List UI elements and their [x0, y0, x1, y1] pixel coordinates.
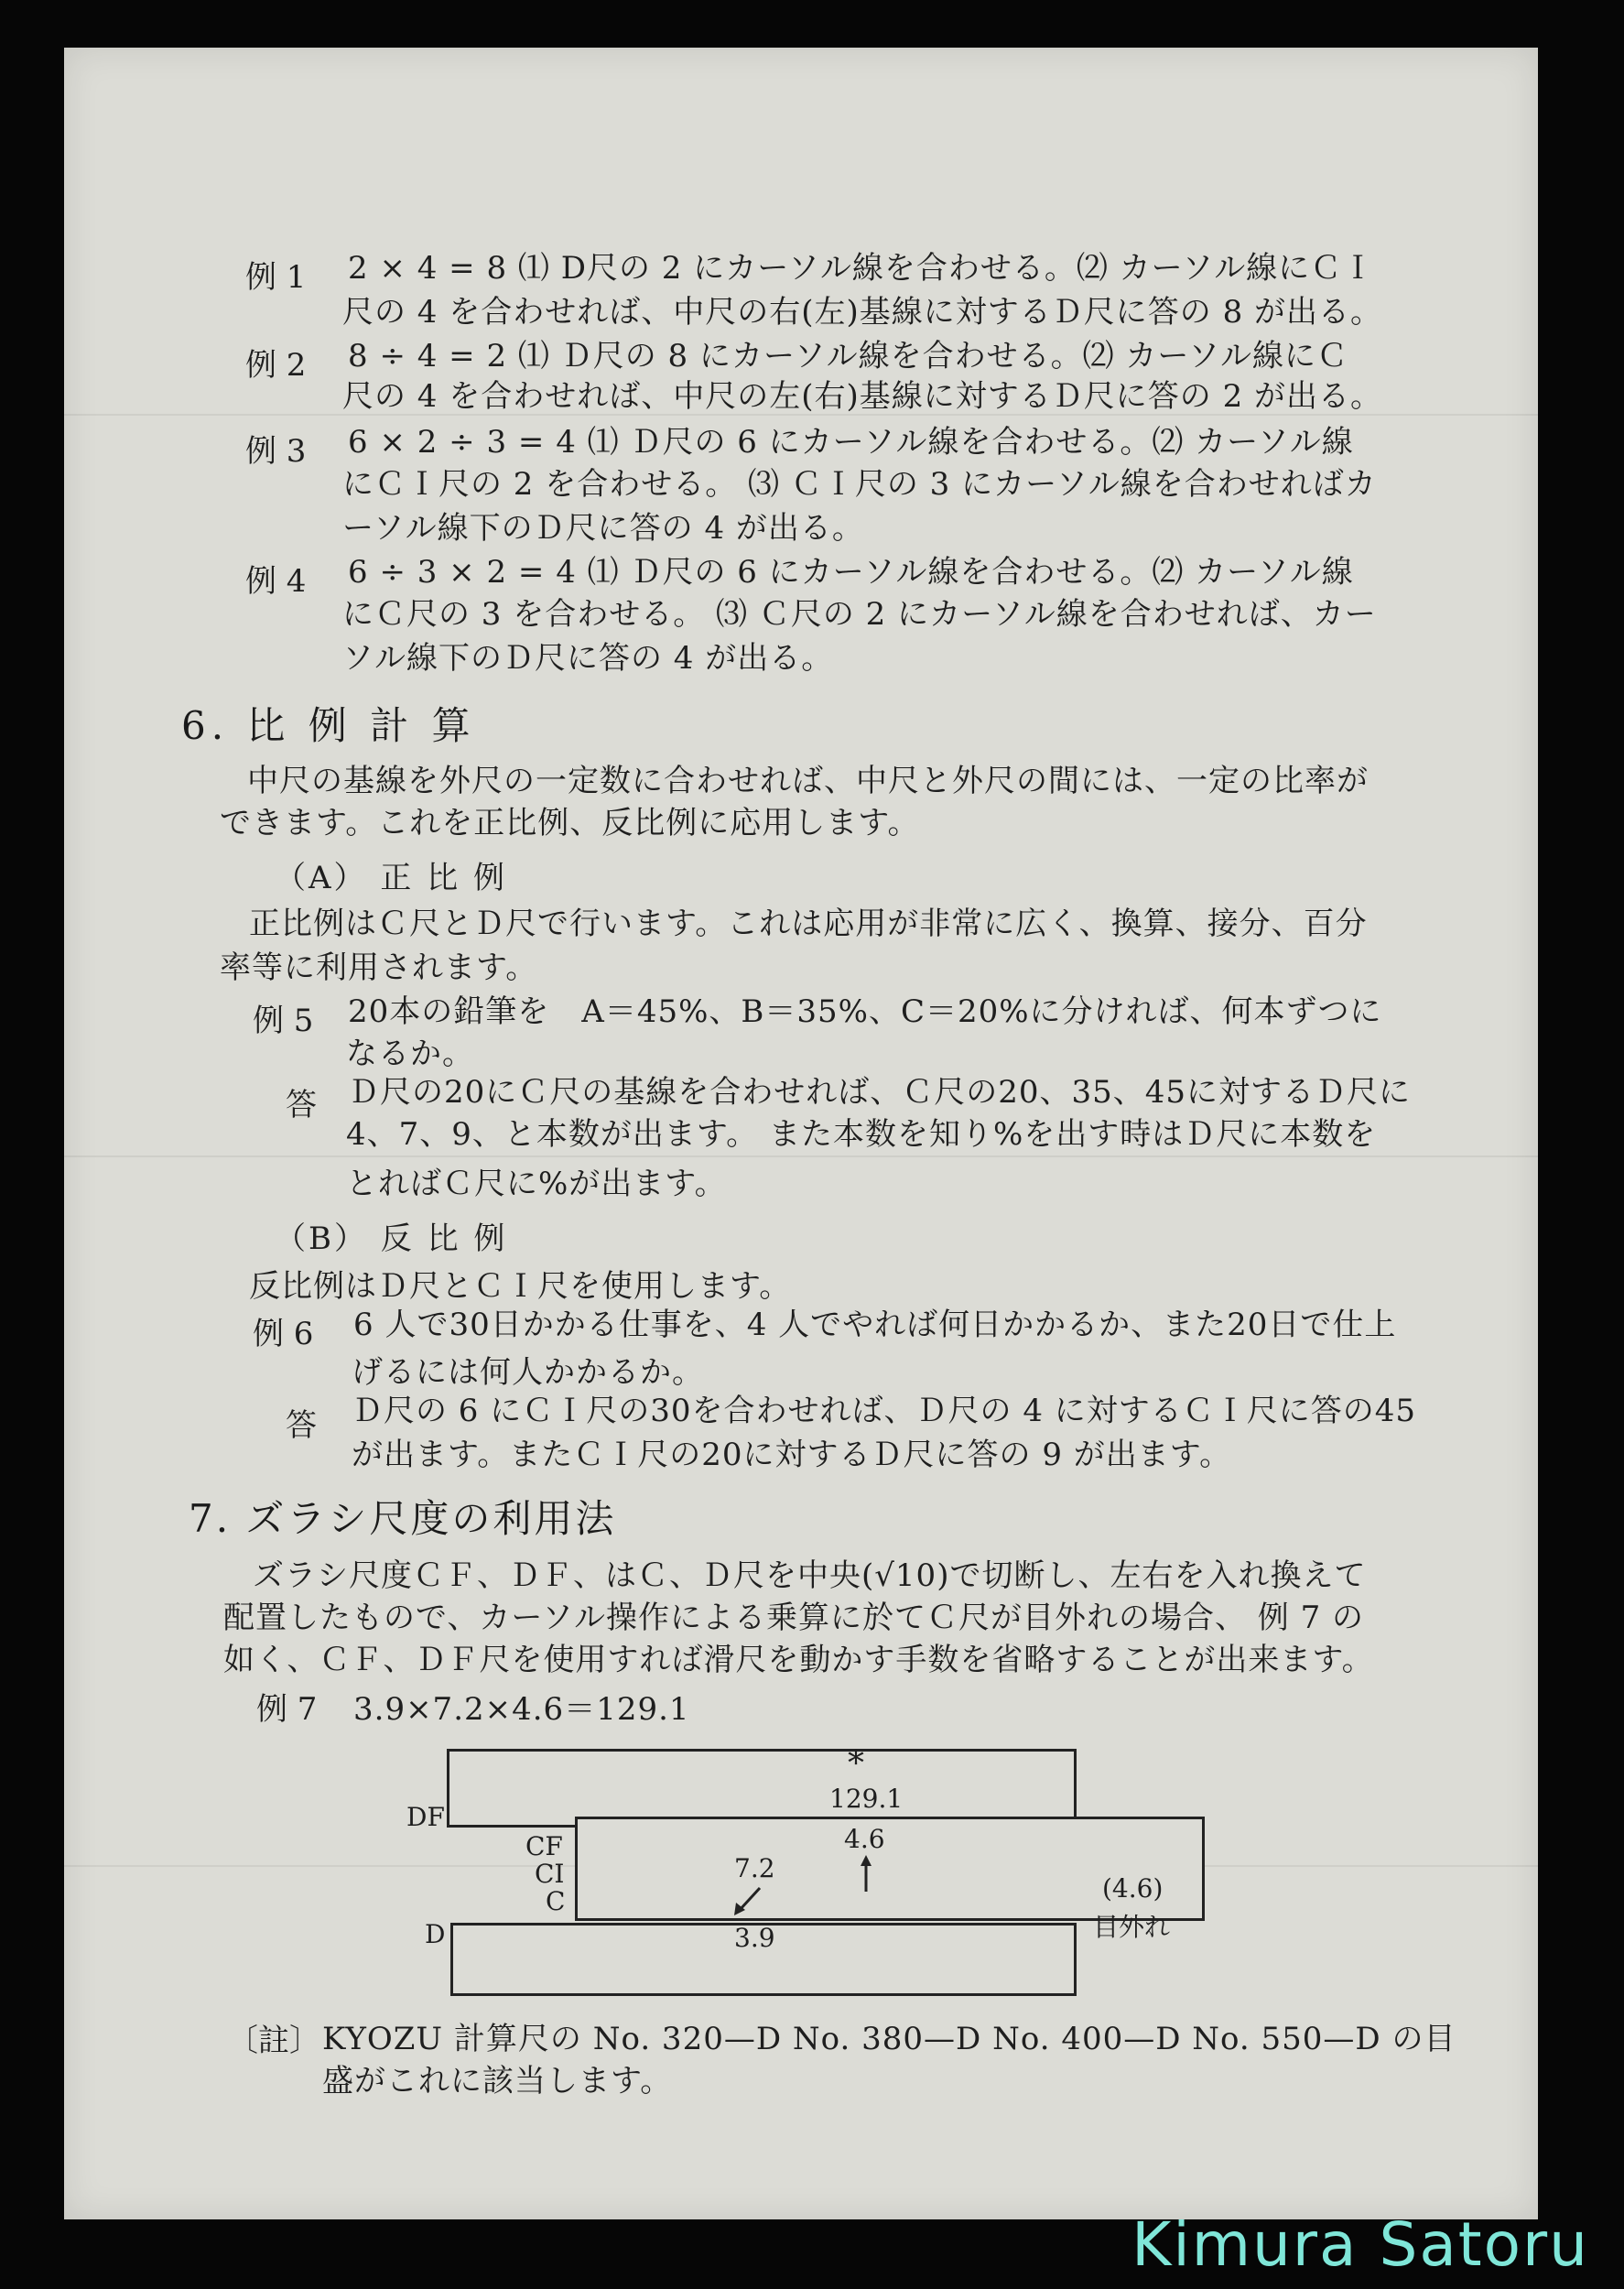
label-ci: CI [535, 1859, 565, 1889]
label-cf: CF [525, 1831, 563, 1861]
example-5-line-2: なるか。 [346, 1036, 474, 1072]
label-df: DF [406, 1802, 445, 1832]
arrow-up-head [861, 1855, 872, 1866]
example-7-label: 例 7 [256, 1691, 318, 1728]
watermark-text: Kimura Satoru [1131, 2209, 1589, 2280]
slide-bar-cf-ci-c [575, 1817, 1205, 1921]
example-5-line-1: 20本の鉛筆を A＝45%、B＝35%、C＝20%に分ければ、何本ずつに [348, 993, 1382, 1030]
answer-6-line-1: Ｄ尺の 6 にＣＩ尺の30を合わせれば、Ｄ尺の 4 に対するＣＩ尺に答の45 [352, 1393, 1417, 1429]
example-1-line-1: 2 × 4 = 8 ⑴ D尺の 2 にカーソル線を合わせる。⑵ カーソル線にＣＩ [348, 250, 1375, 287]
value-129-1: 129.1 [829, 1784, 904, 1814]
answer-6-label: 答 [286, 1407, 317, 1444]
out-of-range-label: 目外れ [1093, 1912, 1171, 1942]
diagram-arrows [723, 1851, 888, 1925]
note-line-1: KYOZU 計算尺の No. 320—D No. 380—D No. 400—D No. 550—D の目 [322, 2021, 1456, 2057]
example-3-line-2: にＣＩ尺の 2 を合わせる。 ⑶ ＣＩ尺の 3 にカーソル線を合わせればカ [342, 466, 1377, 503]
section-7-text-3: 如く、ＣＦ、ＤＦ尺を使用すれば滑尺を動かす手数を省略することが出来ます。 [223, 1642, 1374, 1678]
answer-5-line-2: 4、7、9、と本数が出ます。 また本数を知り%を出す時はＤ尺に本数を [346, 1116, 1377, 1153]
label-c: C [546, 1886, 566, 1916]
section-7-text-1: ズラシ尺度ＣＦ、ＤＦ、はＣ、Ｄ尺を中央(√10)で切断し、左右を入れ換えて [253, 1557, 1367, 1594]
label-d: D [425, 1919, 446, 1949]
note-line-2: 盛がこれに該当します。 [322, 2063, 673, 2099]
fold-line [64, 1155, 1538, 1157]
answer-5-line-3: とればＣ尺に%が出ます。 [346, 1166, 727, 1202]
answer-6-line-2: が出ます。またＣＩ尺の20に対するＤ尺に答の 9 が出ます。 [352, 1437, 1232, 1473]
arrow-down-7-2 [740, 1888, 760, 1910]
example-2-line-2: 尺の 4 を合わせれば、中尺の左(右)基線に対するＤ尺に答の 2 が出る。 [342, 378, 1383, 415]
example-4-line-1: 6 ÷ 3 × 2 = 4 ⑴ Ｄ尺の 6 にカーソル線を合わせる。⑵ カーソル線 [348, 554, 1354, 591]
example-4-line-3: ソル線下のＤ尺に答の 4 が出る。 [342, 640, 834, 677]
example-3-label: 例 3 [245, 433, 307, 470]
subsection-a-heading: （A） 正 比 例 [275, 860, 507, 896]
answer-5-line-1: Ｄ尺の20にＣ尺の基線を合わせれば、Ｃ尺の20、35、45に対するＤ尺に [348, 1074, 1412, 1111]
example-6-line-1: 6 人で30日かかる仕事を、4 人でやれば何日かかるか、また20日で仕上 [353, 1307, 1397, 1343]
example-1-line-2: 尺の 4 を合わせれば、中尺の右(左)基線に対するＤ尺に答の 8 が出る。 [342, 294, 1383, 331]
example-7-expression: 3.9×7.2×4.6＝129.1 [353, 1691, 690, 1728]
value-7-2: 7.2 [734, 1853, 775, 1883]
example-6-label: 例 6 [253, 1316, 314, 1352]
subsection-a-text-2: 率等に利用されます。 [220, 949, 538, 986]
subsection-b-text: 反比例はＤ尺とＣＩ尺を使用します。 [249, 1268, 792, 1305]
section-6-heading: 6. 比 例 計 算 [181, 703, 476, 748]
example-1-label: 例 1 [245, 259, 307, 296]
example-3-line-3: ーソル線下のＤ尺に答の 4 が出る。 [342, 510, 864, 547]
example-5-label: 例 5 [253, 1003, 314, 1039]
example-4-label: 例 4 [245, 563, 307, 600]
example-2-label: 例 2 [245, 347, 307, 384]
subsection-a-text-1: 正比例はＣ尺とＤ尺で行います。これは応用が非常に広く、換算、接分、百分 [249, 906, 1368, 942]
subsection-b-heading: （B） 反 比 例 [275, 1220, 508, 1257]
value-4-6: 4.6 [844, 1824, 885, 1854]
example-3-line-1: 6 × 2 ÷ 3 = 4 ⑴ Ｄ尺の 6 にカーソル線を合わせる。⑵ カーソル線 [348, 424, 1354, 461]
section-6-intro-2: できます。これを正比例、反比例に応用します。 [220, 805, 920, 841]
value-3-9: 3.9 [734, 1923, 775, 1953]
example-2-line-1: 8 ÷ 4 = 2 ⑴ Ｄ尺の 8 にカーソル線を合わせる。⑵ カーソル線にＣ [348, 338, 1349, 374]
answer-5-label: 答 [286, 1087, 317, 1123]
example-4-line-2: にＣ尺の 3 を合わせる。 ⑶ Ｃ尺の 2 にカーソル線を合わせれば、カー [342, 596, 1377, 633]
note-label: 〔註〕 [227, 2023, 320, 2059]
section-6-intro-1: 中尺の基線を外尺の一定数に合わせれば、中尺と外尺の間には、一定の比率が [247, 763, 1369, 799]
example-6-line-2: げるには何人かかるか。 [352, 1354, 704, 1391]
section-7-text-2: 配置したもので、カーソル操作による乗算に於てＣ尺が目外れの場合、 例 7 の [223, 1600, 1365, 1636]
value-4-6-parenthesized: (4.6) [1102, 1873, 1164, 1904]
section-7-heading: 7. ズラシ尺度の利用法 [189, 1496, 617, 1541]
cursor-asterisk: * [848, 1745, 864, 1783]
